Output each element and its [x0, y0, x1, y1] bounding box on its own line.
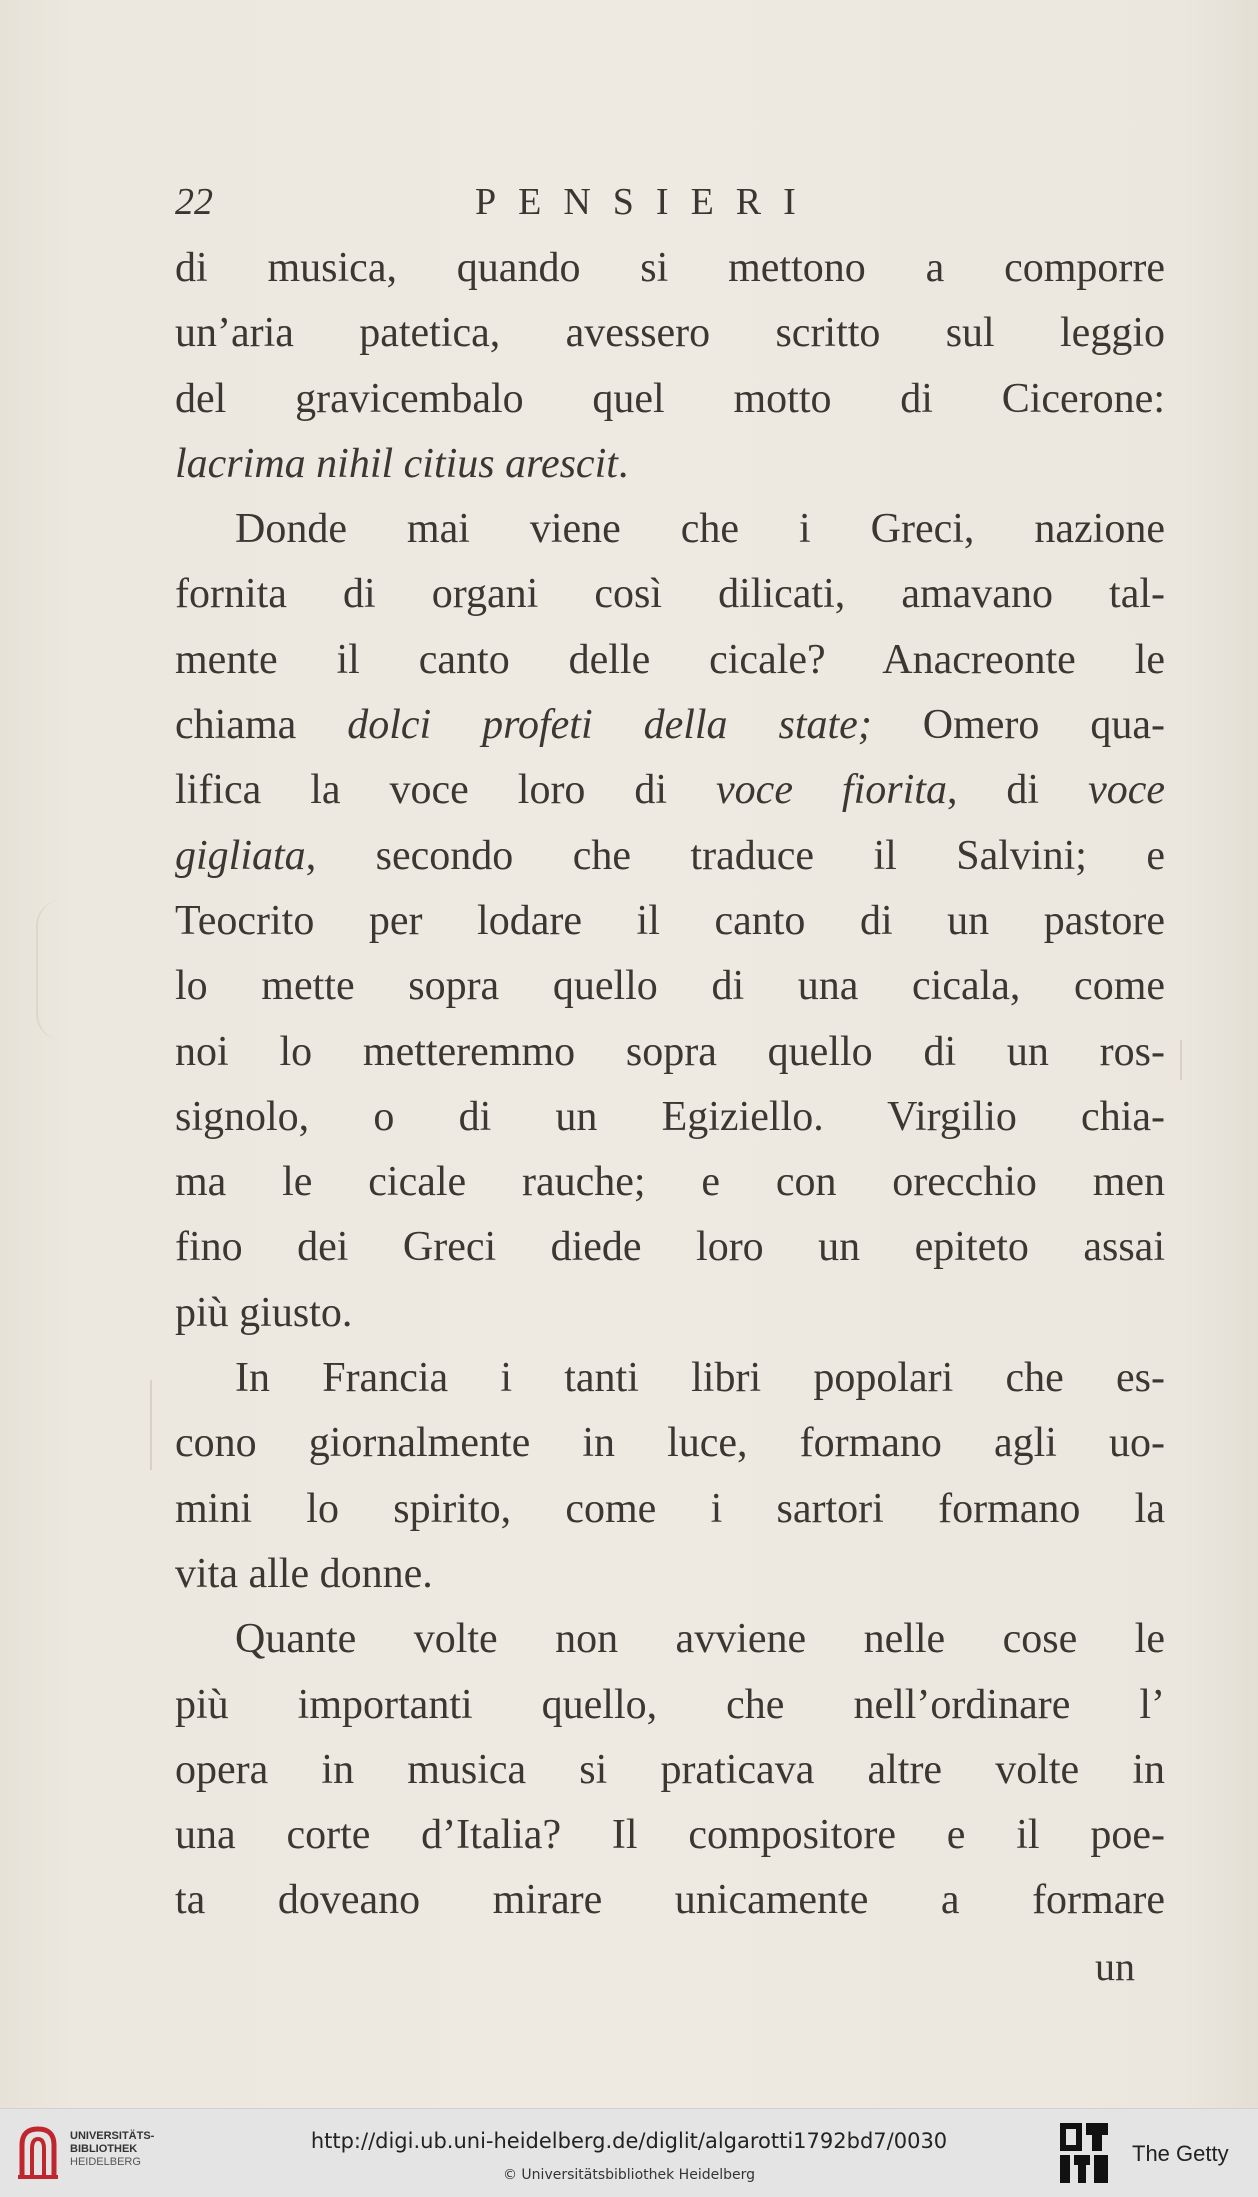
- text-line: ma le cicale rauche; e con orecchio men: [175, 1159, 1165, 1206]
- text-line: ta doveano mirare unicamente a formare: [175, 1877, 1165, 1924]
- text-line: mini lo spirito, come i sartori formano la: [175, 1485, 1165, 1532]
- italic-phrase: voce fiorita: [716, 767, 947, 814]
- running-title: PENSIERI: [475, 181, 818, 223]
- library-name: UNIVERSITÄTS- BIBLIOTHEK HEIDELBERG: [70, 2130, 155, 2168]
- text-line: più importanti quello, che nell’ordinare l’: [175, 1681, 1165, 1728]
- text-line: In Francia i tanti libri popolari che es-: [235, 1355, 1165, 1402]
- text-line: mente il canto delle cicale? Anacreonte le: [175, 636, 1165, 683]
- text-line: di musica, quando si mettono a comporre: [175, 245, 1165, 291]
- text-line: Teocrito per lodare il canto di un pastore: [175, 897, 1165, 944]
- italic-phrase: voce: [1088, 767, 1165, 814]
- text-line: lacrima nihil citius arescit.: [175, 440, 629, 487]
- copyright-notice: © Universitätsbibliothek Heidelberg: [502, 2167, 755, 2183]
- text-line: lifica la voce loro di voce fiorita, di voce: [175, 767, 1165, 814]
- page-number: 22: [175, 181, 213, 223]
- text-line: del gravicembalo quel motto di Cicerone:: [175, 375, 1165, 422]
- body-text: [175, 236, 1165, 1999]
- text-line: una corte d’Italia? Il compositore e il poe-: [175, 1812, 1165, 1859]
- text-line: più giusto.: [175, 1289, 353, 1336]
- sponsor-name: The Getty: [1132, 2141, 1229, 2166]
- viewer-footer: [0, 2108, 1258, 2197]
- catchword: un: [1095, 1943, 1135, 1989]
- italic-phrase: gigliata: [175, 832, 306, 879]
- latin-quote: lacrima nihil citius arescit: [175, 440, 618, 487]
- text-line: Donde mai viene che i Greci, nazione: [235, 506, 1165, 553]
- text-line: opera in musica si praticava altre volte in: [175, 1746, 1165, 1793]
- text-line: Quante volte non avviene nelle cose le: [235, 1616, 1165, 1663]
- permalink-url[interactable]: http://digi.ub.uni-heidelberg.de/diglit/algarotti1792bd7/0030: [310, 2129, 948, 2153]
- page-edge-mark: [150, 1380, 152, 1470]
- text-line: lo mette sopra quello di una cicala, come: [175, 963, 1165, 1010]
- page-edge-mark: [1180, 1040, 1182, 1080]
- text-line: fino dei Greci diede loro un epiteto assai: [175, 1224, 1165, 1271]
- text-line: cono giornalmente in luce, formano agli uo-: [175, 1420, 1165, 1467]
- text-line: gigliata, secondo che traduce il Salvini; e: [175, 832, 1165, 879]
- text-line: signolo, o di un Egiziello. Virgilio chia-: [175, 1093, 1165, 1140]
- text-line: vita alle donne.: [175, 1550, 433, 1597]
- italic-phrase: dolci profeti della state;: [347, 702, 872, 749]
- text-line: fornita di organi così dilicati, amavano tal-: [175, 571, 1165, 618]
- getty-logo-icon: [1058, 2121, 1110, 2185]
- text-line: un’aria patetica, avessero scritto sul leggio: [175, 310, 1165, 357]
- page-header: [175, 180, 1165, 232]
- page-fold-mark: [36, 900, 62, 1040]
- text-line: noi lo metteremmo sopra quello di un ros-: [175, 1028, 1165, 1075]
- text-line: chiama dolci profeti della state; Omero qua-: [175, 702, 1166, 749]
